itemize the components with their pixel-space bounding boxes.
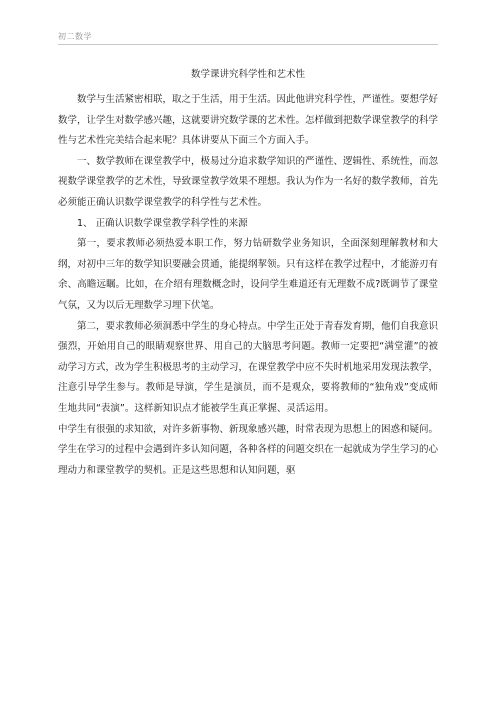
paragraph-section-one: 一、数学教师在课堂教学中，极易过分追求数学知识的严谨性、逻辑性、系统性，而忽视数学课堂教学的艺术性，导致课堂教学效果不理想。我认为作为一名好的数学教师，首先必须能正确认识数学课堂教学的科学性与艺术性。 bbox=[58, 155, 439, 208]
paragraph-continuation: 中学生有很强的求知欲，对许多新事物、新现象感兴趣，时常表现为思想上的困惑和疑问。学生在学习的过程中会遇到许多认知问题，各种各样的问题交织在一起就成为学生学习的心理动力和课堂教学的契机。正是这些思想和认知问题，驱 bbox=[58, 423, 439, 476]
paragraph-second-point: 第二，要求教师必须洞悉中学生的身心特点。中学生正处于青春发育期，他们自我意识强烈，开始用自己的眼睛观察世界、用自己的大脑思考问题。教师一定要把“满堂灌”的被动学习方式，改为学生积极思考的主动学习，在课堂教学中应不失时机地采用发现法教学，注意引导学生参与。教师是导演，学生是演员，而不是观众，要将教师的“独角戏”变成师生地共同“表演”。这样新知识点才能被学生真正掌握、灵活运用。 bbox=[58, 320, 439, 414]
paragraph-subheading: 1、 正确认识数学课堂教学科学性的来源 bbox=[77, 217, 248, 229]
document-body bbox=[58, 90, 438, 481]
header-divider bbox=[58, 44, 438, 45]
paragraph-first-point: 第一，要求教师必须热爱本职工作，努力钻研数学业务知识，全面深刻理解教材和大纲，对初中三年的数学知识要融会贯通，能提纲挈领。只有这样在教学过程中，才能游刃有余、高瞻远瞩。比如，在介绍有理数概念时，设问学生难道还有无理数不成?既调节了课堂气氛，又为以后无理数学习埋下伏笔。 bbox=[58, 238, 439, 311]
paragraph-intro: 数学与生活紧密相联，取之于生活，用于生活。因此他讲究科学性，严谨性。要想学好数学，让学生对数学感兴趣，这就要讲究数学课的艺术性。怎样做到把数学课堂教学的科学性与艺术性完美结合起来呢？具体讲要从下面三个方面入手。 bbox=[58, 94, 439, 147]
running-header: 初二数学 bbox=[58, 32, 92, 41]
document-title: 数学课讲究科学性和艺术性 bbox=[190, 69, 305, 80]
